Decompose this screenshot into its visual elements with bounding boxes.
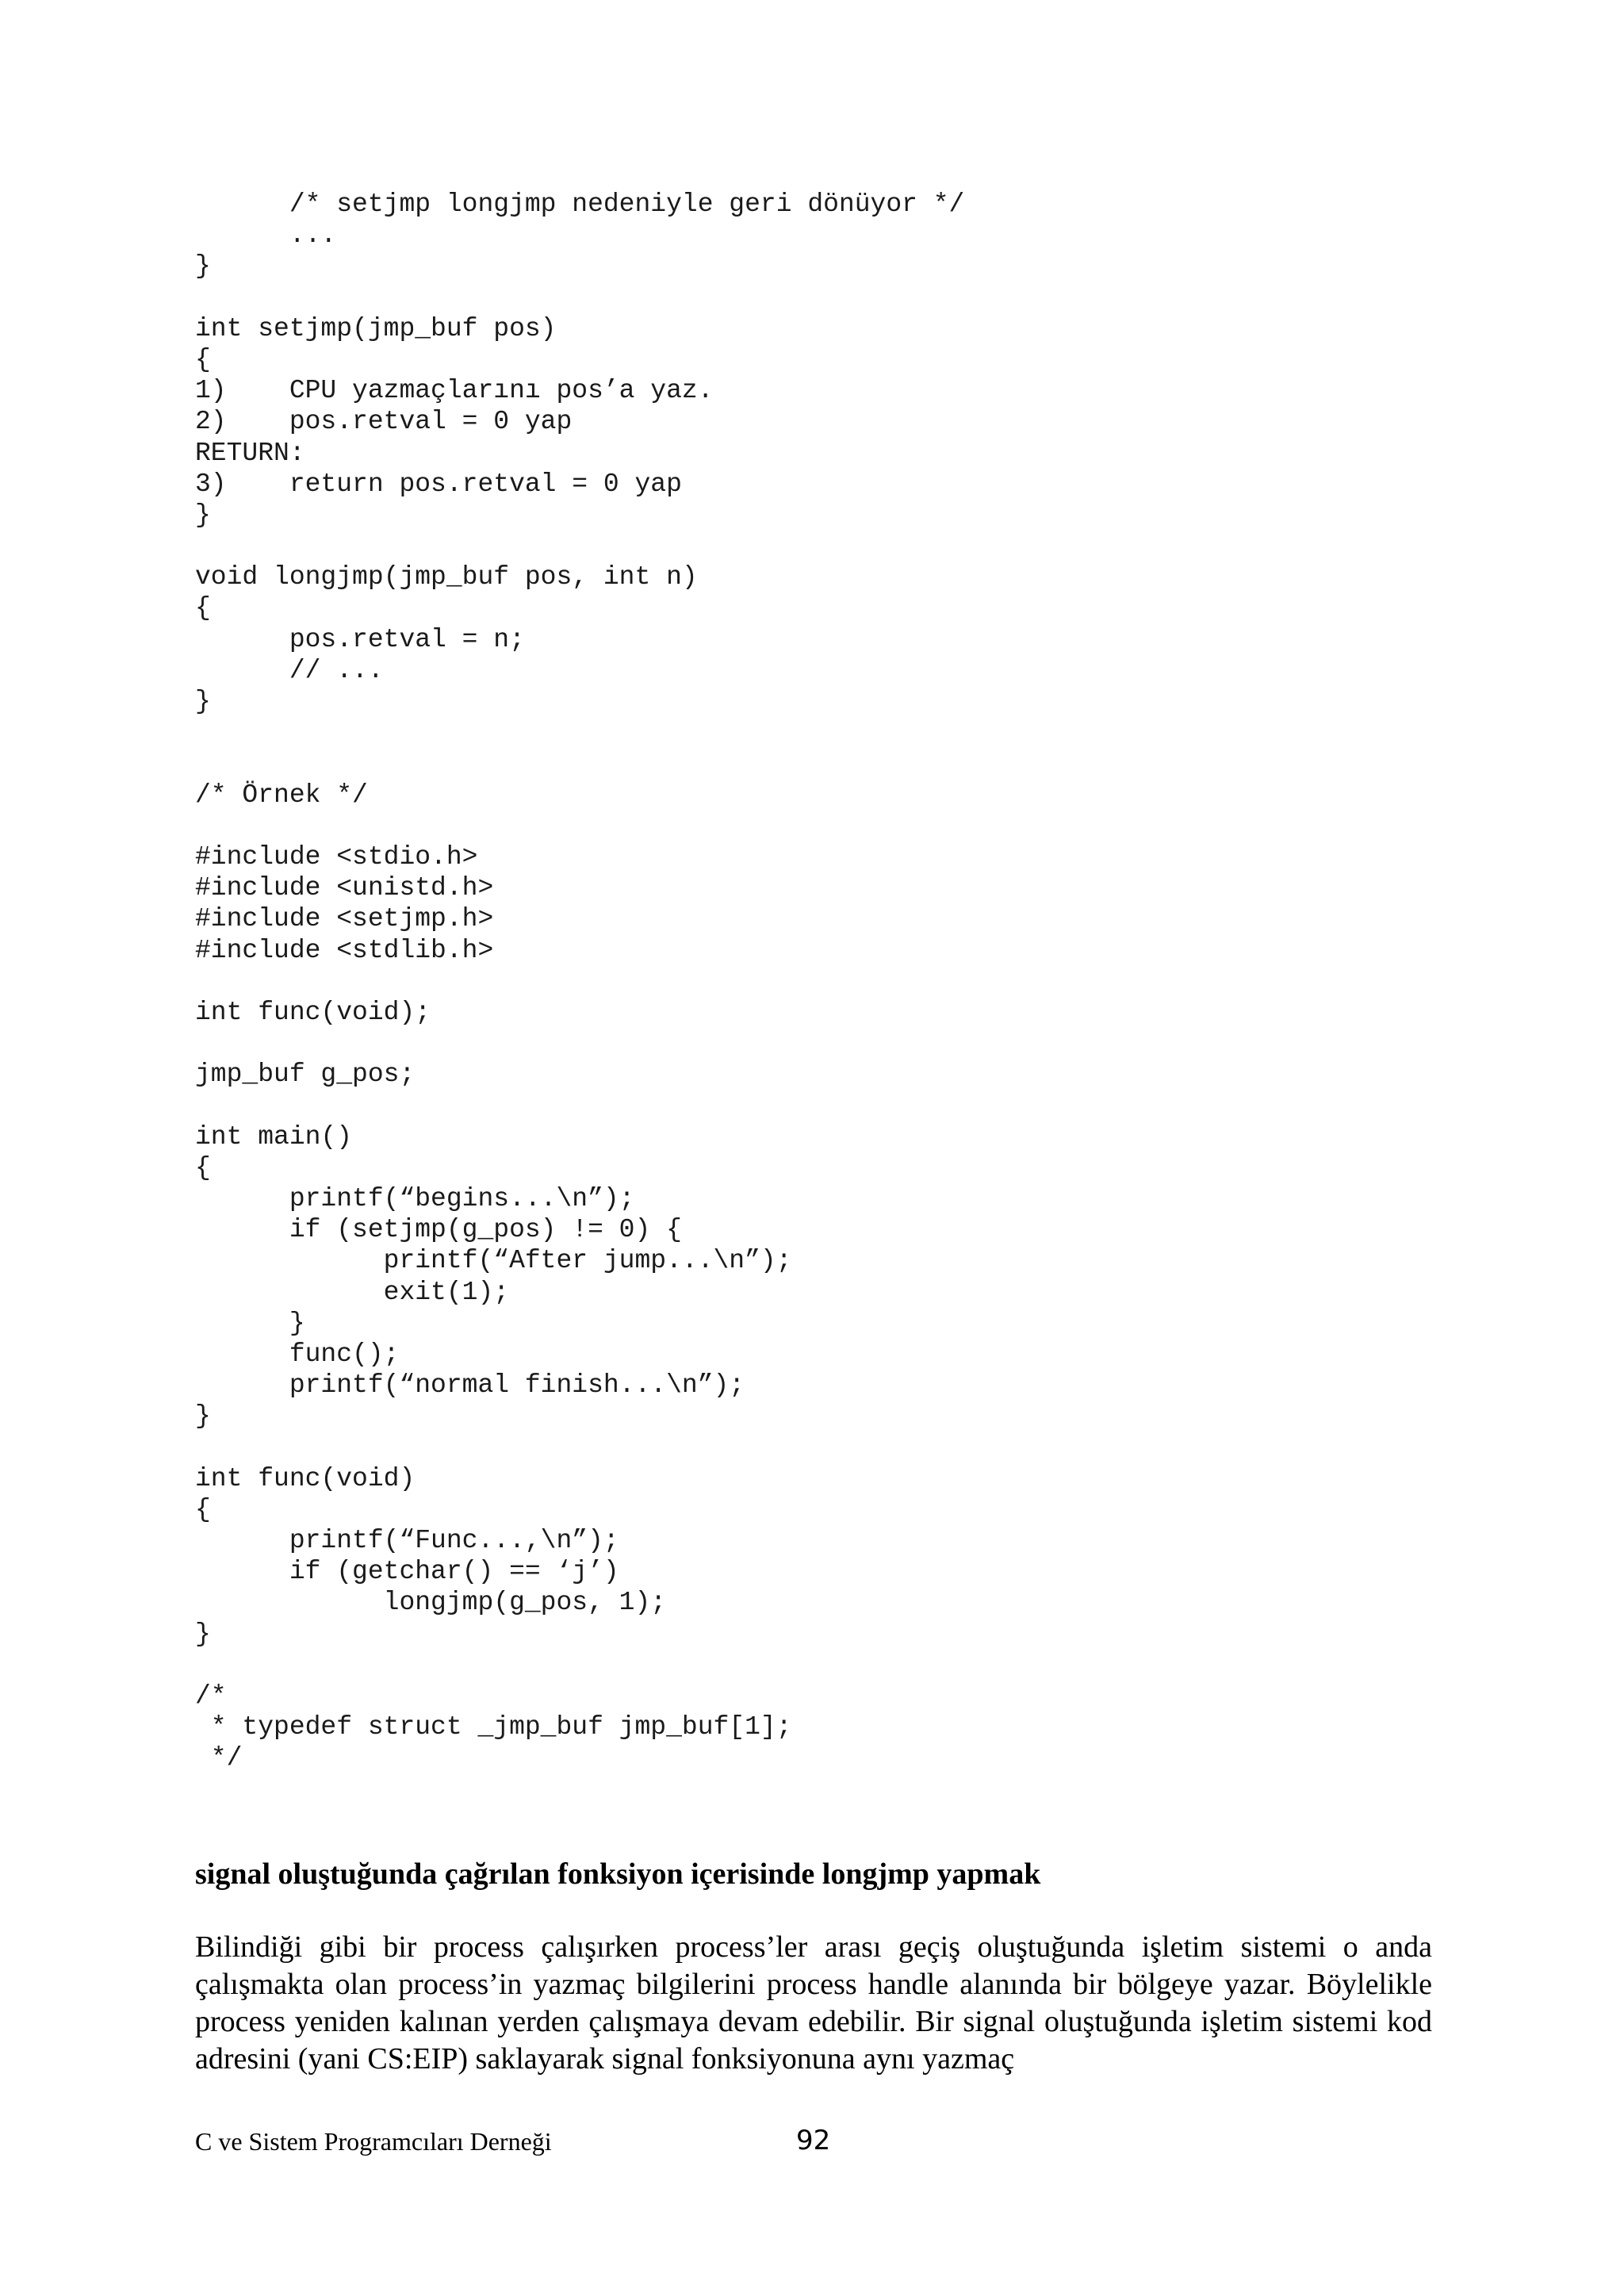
code-listing — [195, 189, 1432, 1774]
code-line: #include <unistd.h> — [195, 873, 494, 903]
code-line: { — [195, 1494, 211, 1524]
code-line: /* Örnek */ — [195, 780, 368, 810]
code-line: printf(“begins...\n”); — [195, 1184, 635, 1213]
code-line: * typedef struct _jmp_buf jmp_buf[1]; — [195, 1712, 792, 1742]
code-line: } — [195, 687, 211, 716]
code-line: #include <setjmp.h> — [195, 904, 494, 934]
code-line: { — [195, 593, 211, 623]
footer-organization: C ve Sistem Programcıları Derneği — [195, 2127, 552, 2156]
code-line: #include <stdio.h> — [195, 841, 478, 872]
code-line: /* — [195, 1681, 227, 1711]
code-line: 1) CPU yazmaçlarını pos’a yaz. — [195, 376, 714, 406]
code-line: int func(void) — [195, 1463, 416, 1493]
body-paragraph: Bilindiği gibi bir process çalışırken process’ler arası geçiş oluştuğunda işletim sistemi o anda çalışmakta olan process’in yazmaç bilgilerini process handle alanında bir bölgeye yazar. Böylelikle process yeniden kalınan yerden çalışmaya devam edebilir. Bir signal oluştuğunda işletim sistemi kod adresini (yani CS:EIP) saklayarak signal fonksiyonuna aynı yazmaç — [195, 1930, 1432, 2076]
code-line — [195, 531, 1432, 562]
code-line: printf(“Func...,\n”); — [195, 1526, 619, 1556]
code-line: if (setjmp(g_pos) != 0) { — [195, 1215, 682, 1245]
code-line: jmp_buf g_pos; — [195, 1060, 416, 1090]
code-line: ... — [195, 220, 337, 251]
code-line: pos.retval = n; — [195, 624, 525, 654]
code-line — [195, 1028, 1432, 1059]
code-line: void longjmp(jmp_buf pos, int n) — [195, 562, 698, 592]
code-line: { — [195, 344, 211, 374]
code-line: } — [195, 1308, 305, 1338]
code-line — [195, 1650, 1432, 1681]
section-heading: signal oluştuğunda çağrılan fonksiyon içerisinde longjmp yapmak — [195, 1857, 1041, 1891]
code-line: exit(1); — [195, 1277, 510, 1307]
code-line: printf(“normal finish...\n”); — [195, 1370, 745, 1401]
code-line: 3) return pos.retval = 0 yap — [195, 469, 682, 499]
code-line — [195, 748, 1432, 779]
code-line: } — [195, 1401, 211, 1432]
code-line: if (getchar() == ‘j’) — [195, 1557, 619, 1587]
code-line: int func(void); — [195, 997, 431, 1027]
code-line: /* setjmp longjmp nedeniyle geri dönüyor */ — [195, 190, 965, 219]
code-line: { — [195, 1152, 211, 1182]
code-line: longjmp(g_pos, 1); — [195, 1588, 667, 1618]
code-line — [195, 1432, 1432, 1463]
code-line: } — [195, 251, 211, 282]
code-line — [195, 282, 1432, 313]
code-line — [195, 1090, 1432, 1121]
code-line: } — [195, 500, 211, 530]
code-line: func(); — [195, 1339, 400, 1369]
code-line: #include <stdlib.h> — [195, 935, 494, 965]
code-line: */ — [195, 1743, 243, 1773]
code-line — [195, 811, 1432, 841]
code-line: // ... — [195, 655, 384, 685]
code-line — [195, 717, 1432, 748]
code-line: int main() — [195, 1121, 353, 1152]
code-line: } — [195, 1619, 211, 1649]
code-line: int setjmp(jmp_buf pos) — [195, 313, 557, 343]
code-line: RETURN: — [195, 438, 305, 468]
code-line — [195, 966, 1432, 997]
page-number: 92 — [796, 2125, 831, 2156]
code-line: printf(“After jump...\n”); — [195, 1246, 792, 1276]
code-line: 2) pos.retval = 0 yap — [195, 407, 573, 437]
